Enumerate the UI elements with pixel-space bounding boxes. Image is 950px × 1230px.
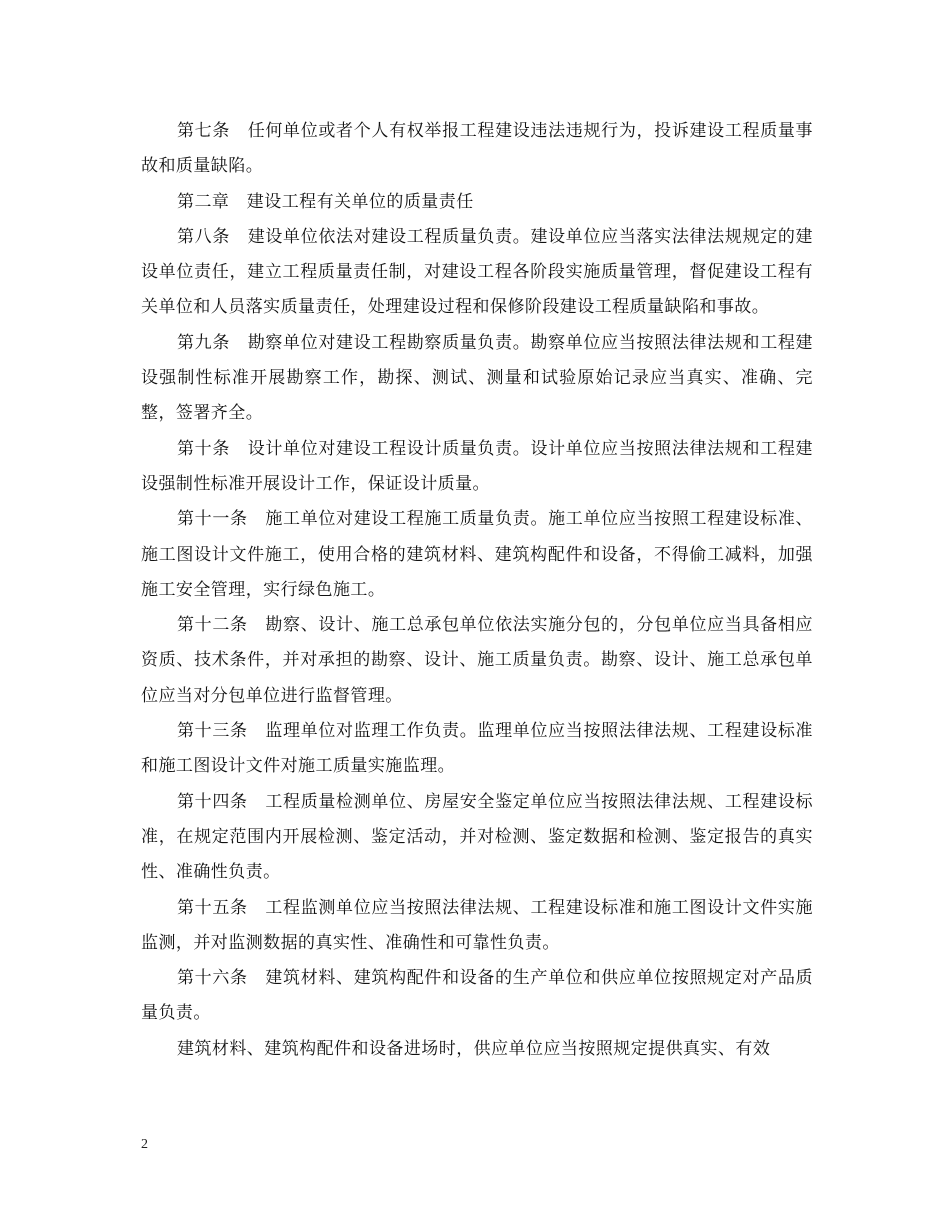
paragraph-article-10: 第十条 设计单位对建设工程设计质量负责。设计单位应当按照法律法规和工程建设强制性标准开展设计工作，保证设计质量。 xyxy=(141,438,813,494)
paragraph-article-7: 第七条 任何单位或者个人有权举报工程建设违法违规行为，投诉建设工程质量事故和质量缺陷。 xyxy=(141,121,813,177)
paragraph-article-11: 第十一条 施工单位对建设工程施工质量负责。施工单位应当按照工程建设标准、施工图设计文件施工，使用合格的建筑材料、建筑构配件和设备，不得偷工减料，加强施工安全管理，实行绿色施工。 xyxy=(141,509,813,600)
paragraph-article-14: 第十四条 工程质量检测单位、房屋安全鉴定单位应当按照法律法规、工程建设标准，在规定范围内开展检测、鉴定活动，并对检测、鉴定数据和检测、鉴定报告的真实性、准确性负责。 xyxy=(141,791,813,883)
page-number: 2 xyxy=(141,1137,148,1152)
paragraph-article-16: 第十六条 建筑材料、建筑构配件和设备的生产单位和供应单位按照规定对产品质量负责。 xyxy=(141,968,813,1024)
paragraph-article-12: 第十二条 勘察、设计、施工总承包单位依法实施分包的，分包单位应当具备相应资质、技术条件，并对承担的勘察、设计、施工质量负责。勘察、设计、施工总承包单位应当对分包单位进行监督管理。 xyxy=(141,615,813,706)
paragraph-article-8: 第八条 建设单位依法对建设工程质量负责。建设单位应当落实法律法规规定的建设单位责任，建立工程质量责任制，对建设工程各阶段实施质量管理，督促建设工程有关单位和人员落实质量责任，处理建设过程和保修阶段建设工程质量缺陷和事故。 xyxy=(141,226,813,318)
paragraph-article-15: 第十五条 工程监测单位应当按照法律法规、工程建设标准和施工图设计文件实施监测，并对监测数据的真实性、准确性和可靠性负责。 xyxy=(141,897,813,953)
paragraph-article-9: 第九条 勘察单位对建设工程勘察质量负责。勘察单位应当按照法律法规和工程建设强制性标准开展勘察工作，勘探、测试、测量和试验原始记录应当真实、准确、完整，签署齐全。 xyxy=(141,332,813,424)
body-text xyxy=(141,114,813,1067)
paragraph-article-16-continued: 建筑材料、建筑构配件和设备进场时，供应单位应当按照规定提供真实、有效 xyxy=(177,1038,771,1059)
paragraph-article-13: 第十三条 监理单位对监理工作负责。监理单位应当按照法律法规、工程建设标准和施工图设计文件对施工质量实施监理。 xyxy=(141,721,813,777)
chapter-heading: 第二章 建设工程有关单位的质量责任 xyxy=(177,191,474,212)
